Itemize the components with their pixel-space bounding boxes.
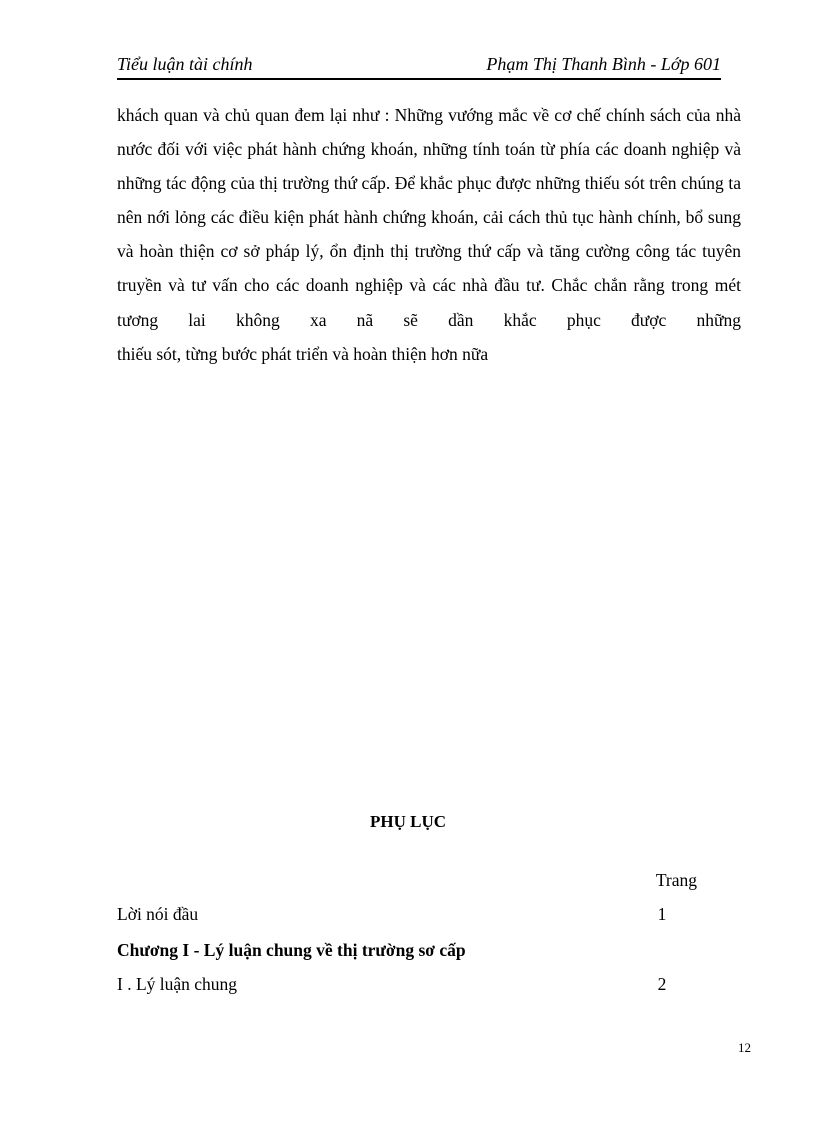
toc-header-row — [117, 870, 697, 896]
toc-page-column-header: Trang — [655, 870, 697, 890]
body-paragraph: khách quan và chủ quan đem lại như : Những vướng mắc về cơ chế chính sách của nhà nước đối với việc phát hành chứng khoán, những tính toán từ phía các doanh nghiệp và những tác động của thị trường thứ cấp. Để khắc phục được những thiếu sót trên chúng ta nên nới lỏng các điều kiện phát hành chứng khoán, cải cách thủ tục hành chính, bổ sung và hoàn thiện cơ sở pháp lý, ổn định thị trường thứ cấp và tăng cường công tác tuyên truyền và tư vấn cho các doanh nghiệp và các nhà đầu tư. Chắc chắn rằng trong mét tương lai không xa nã sẽ dần khắc phục được những — [117, 105, 741, 330]
toc-entry-label: I . Lý luận chung — [117, 974, 238, 994]
toc-entry-page: 1 — [657, 904, 667, 924]
toc-entry — [117, 974, 697, 1000]
appendix-title: PHỤ LỤC — [369, 812, 447, 831]
body-paragraph-last-line: thiếu sót, từng bước phát triển và hoàn thiện hơn nữa — [117, 344, 489, 364]
header-title: Tiểu luận tài chính — [117, 54, 253, 74]
toc-chapter-heading — [117, 940, 697, 966]
page-header — [117, 52, 721, 80]
toc-entry-label: Lời nói đầu — [117, 904, 199, 924]
toc-entry-label: Chương I - Lý luận chung về thị trường sơ cấp — [117, 940, 466, 960]
toc-entry-page: 2 — [657, 974, 667, 994]
toc-entry — [117, 904, 697, 930]
header-author: Phạm Thị Thanh Bình - Lớp 601 — [486, 54, 721, 74]
page-number: 12 — [738, 1040, 751, 1055]
